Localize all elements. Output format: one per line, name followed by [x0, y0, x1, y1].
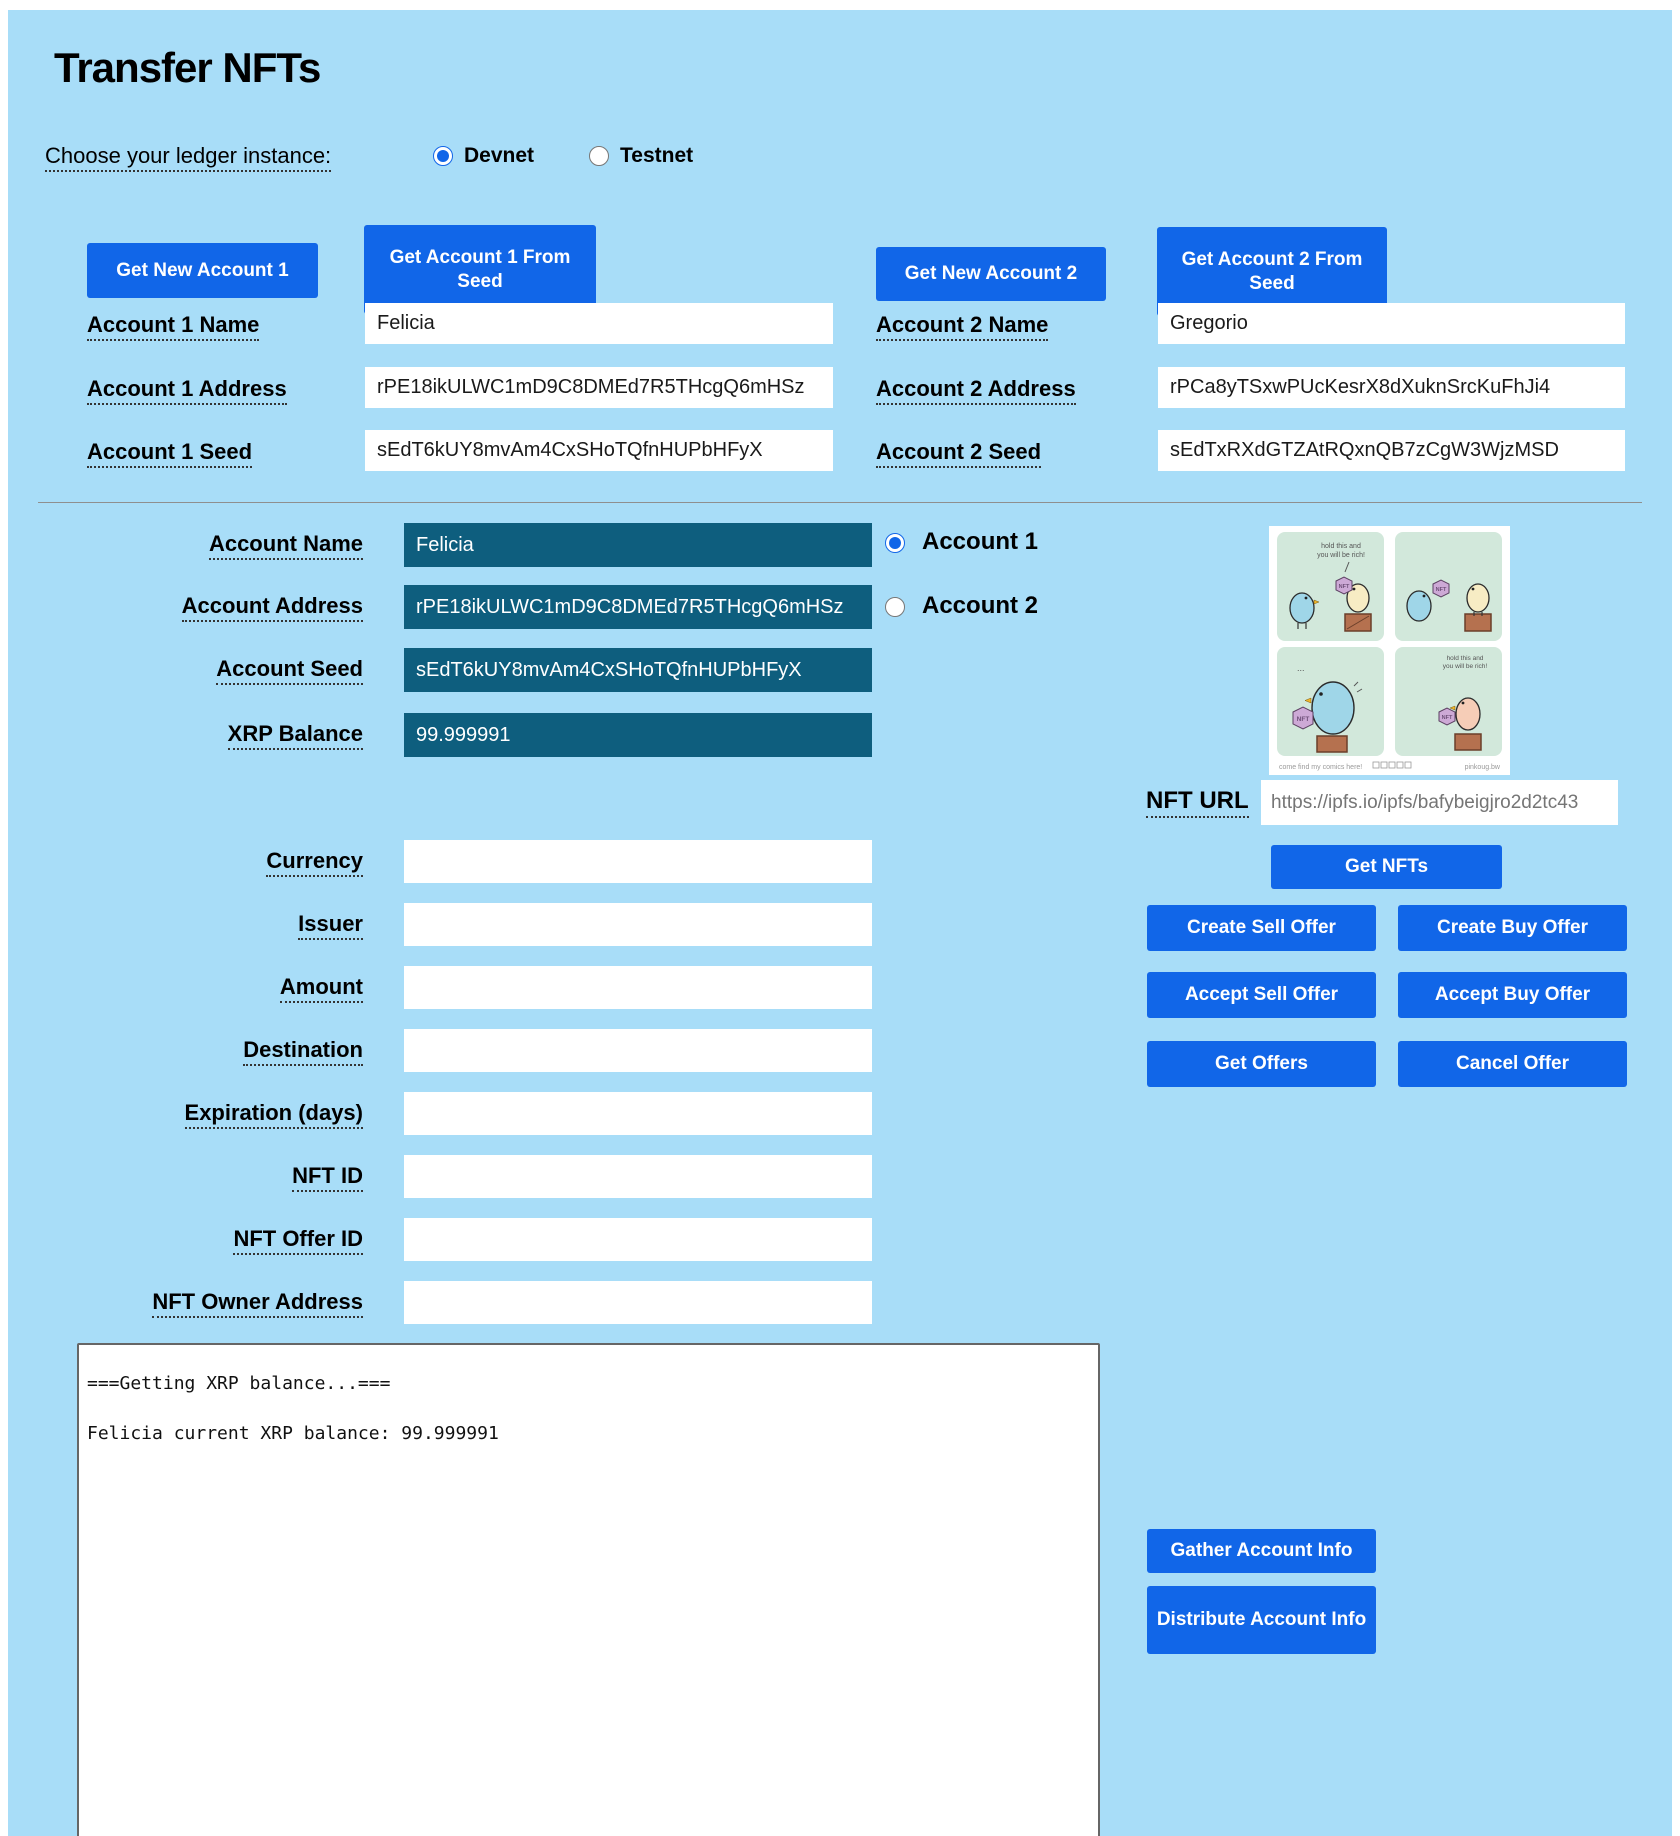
account2-address-label: Account 2 Address: [876, 376, 1076, 402]
account2-seed-input[interactable]: [1158, 430, 1625, 471]
create-sell-offer-button[interactable]: Create Sell Offer: [1147, 905, 1376, 951]
testnet-radio[interactable]: [589, 146, 609, 166]
expiration-label: Expiration (days): [0, 1100, 363, 1126]
account2-select-radio[interactable]: [885, 597, 905, 617]
expiration-input[interactable]: [404, 1092, 872, 1135]
ellipsis-text: ...: [1297, 663, 1305, 673]
account1-seed-input[interactable]: [365, 430, 833, 471]
get-offers-button[interactable]: Get Offers: [1147, 1041, 1376, 1087]
cancel-offer-button[interactable]: Cancel Offer: [1398, 1041, 1627, 1087]
account2-select-label[interactable]: Account 2: [922, 592, 1039, 619]
accept-buy-offer-button[interactable]: Accept Buy Offer: [1398, 972, 1627, 1018]
xrp-balance-field[interactable]: [404, 713, 872, 757]
ledger-instance-label: Choose your ledger instance:: [45, 143, 331, 169]
create-buy-offer-button[interactable]: Create Buy Offer: [1398, 905, 1627, 951]
current-account-name-field[interactable]: [404, 523, 872, 567]
account1-select-label[interactable]: Account 1: [922, 528, 1039, 555]
currency-label: Currency: [0, 848, 363, 874]
account2-seed-label: Account 2 Seed: [876, 439, 1041, 465]
amount-input[interactable]: [404, 966, 872, 1009]
current-account-address-label: Account Address: [0, 593, 363, 619]
testnet-radio-label[interactable]: Testnet: [620, 144, 694, 167]
nft-owner-address-input[interactable]: [404, 1281, 872, 1324]
account1-name-label: Account 1 Name: [87, 312, 259, 338]
nft-owner-address-label: NFT Owner Address: [0, 1289, 363, 1315]
account1-name-input[interactable]: [365, 303, 833, 344]
xrp-balance-label: XRP Balance: [0, 721, 363, 747]
issuer-label: Issuer: [0, 911, 363, 937]
speech-text-line2: you will be rich!: [1317, 552, 1365, 559]
account1-address-input[interactable]: [365, 367, 833, 408]
speech-text-line1: hold this and: [1321, 543, 1361, 550]
get-account2-from-seed-button[interactable]: Get Account 2 From Seed: [1157, 227, 1387, 316]
nft-tag-p4: NFT: [1441, 715, 1453, 721]
current-account-seed-label: Account Seed: [0, 656, 363, 682]
nft-url-label: NFT URL: [1146, 787, 1249, 815]
current-account-address-field[interactable]: [404, 585, 872, 629]
image-caption-left: come find my comics here!: [1279, 764, 1363, 771]
gather-account-info-button[interactable]: Gather Account Info: [1147, 1529, 1376, 1573]
image-caption-right: pinkoug.bw: [1464, 764, 1500, 771]
page-title: Transfer NFTs: [54, 44, 321, 91]
issuer-input[interactable]: [404, 903, 872, 946]
devnet-radio-label[interactable]: Devnet: [464, 144, 535, 167]
account2-name-label: Account 2 Name: [876, 312, 1048, 338]
account2-address-input[interactable]: [1158, 367, 1625, 408]
nft-offer-id-input[interactable]: [404, 1218, 872, 1261]
amount-label: Amount: [0, 974, 363, 1000]
section-divider: [38, 502, 1642, 503]
nft-tag-p3: NFT: [1296, 716, 1310, 723]
distribute-account-info-button[interactable]: Distribute Account Info: [1147, 1586, 1376, 1654]
nft-id-label: NFT ID: [0, 1163, 363, 1189]
get-account1-from-seed-button[interactable]: Get Account 1 From Seed: [364, 225, 596, 314]
nft-id-input[interactable]: [404, 1155, 872, 1198]
destination-input[interactable]: [404, 1029, 872, 1072]
current-account-seed-field[interactable]: [404, 648, 872, 692]
destination-label: Destination: [0, 1037, 363, 1063]
results-textarea[interactable]: [77, 1343, 1100, 1836]
account1-address-label: Account 1 Address: [87, 376, 287, 402]
account1-select-radio[interactable]: [885, 533, 905, 553]
accept-sell-offer-button[interactable]: Accept Sell Offer: [1147, 972, 1376, 1018]
devnet-radio[interactable]: [433, 146, 453, 166]
get-new-account2-button[interactable]: Get New Account 2: [876, 247, 1106, 301]
nft-tag-p2: NFT: [1435, 587, 1447, 593]
nft-url-input[interactable]: [1261, 780, 1618, 825]
nft-image: [1269, 526, 1510, 775]
speech-text2-line1: hold this and: [1446, 655, 1484, 662]
account1-seed-label: Account 1 Seed: [87, 439, 252, 465]
get-nfts-button[interactable]: Get NFTs: [1271, 845, 1502, 889]
nft-tag-p1: NFT: [1338, 584, 1350, 590]
currency-input[interactable]: [404, 840, 872, 883]
nft-offer-id-label: NFT Offer ID: [0, 1226, 363, 1252]
get-new-account1-button[interactable]: Get New Account 1: [87, 243, 318, 298]
speech-text2-line2: you will be rich!: [1442, 663, 1488, 670]
current-account-name-label: Account Name: [0, 531, 363, 557]
account2-name-input[interactable]: [1158, 303, 1625, 344]
